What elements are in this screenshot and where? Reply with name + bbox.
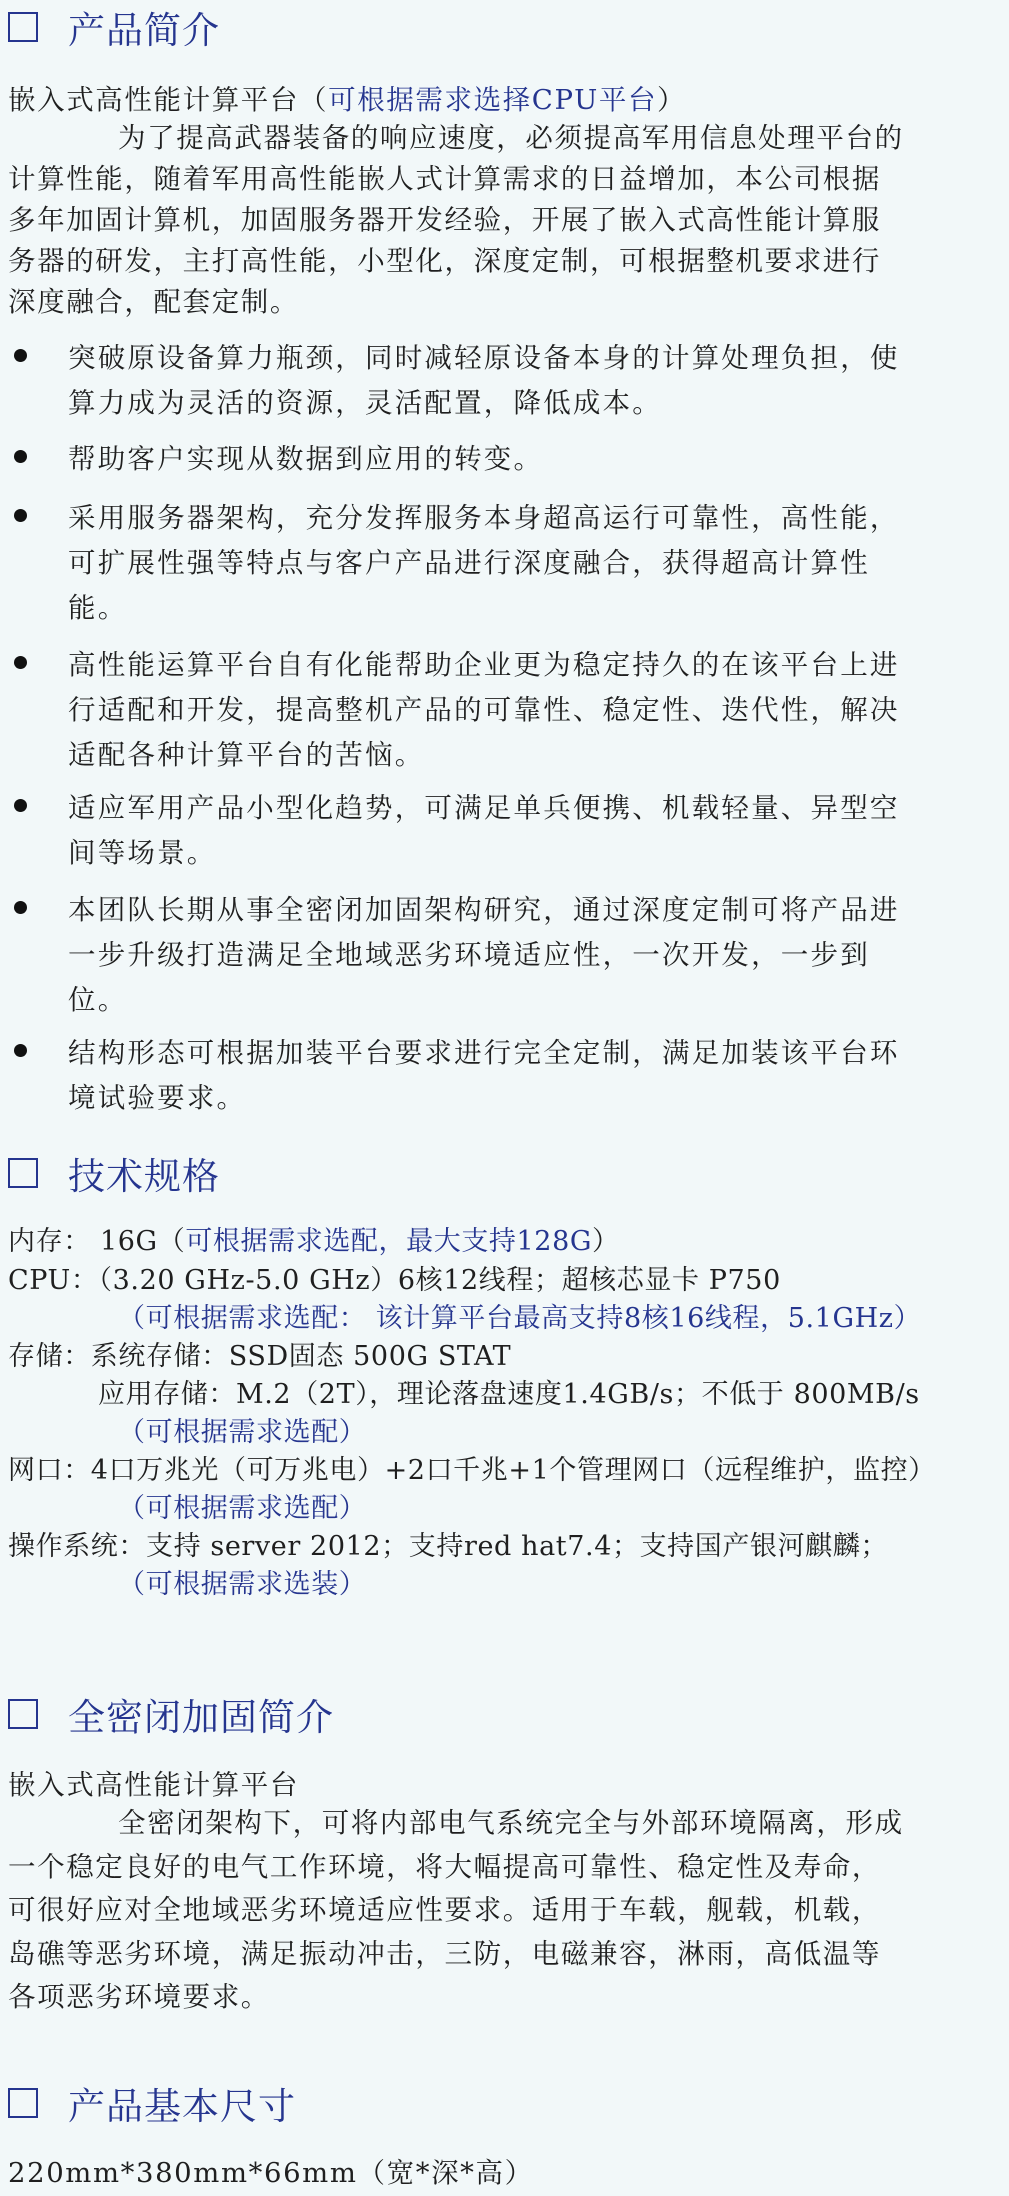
spec-storage-note: （可根据需求选配） xyxy=(118,1417,367,1448)
paragraph-line: 务器的研发，主打高性能，小型化，深度定制，可根据整机要求进行 xyxy=(8,245,881,277)
spec-close: ） xyxy=(592,1226,620,1257)
subtitle-suffix: ） xyxy=(657,84,687,116)
sealed-paragraph xyxy=(8,1802,998,2020)
spec-storage-app: 应用存储：M.2（2T），理论落盘速度1.4GB/s；不低于 800MB/s xyxy=(98,1379,920,1410)
spec-memory xyxy=(8,1223,620,1261)
bullet-icon xyxy=(14,901,27,914)
paragraph-line: 岛礁等恶劣环境，满足振动冲击，三防，电磁兼容，淋雨，高低温等 xyxy=(8,1937,881,1970)
bullet-icon xyxy=(14,656,27,669)
bullet-icon xyxy=(14,349,27,362)
paragraph-line: 一个稳定良好的电气工作环境，将大幅提高可靠性、稳定性及寿命， xyxy=(8,1850,881,1883)
paragraph-line: 多年加固计算机，加固服务器开发经验，开展了嵌入式高性能计算服 xyxy=(8,204,881,236)
bullet-text xyxy=(68,643,1003,778)
paragraph-line: 全密闭架构下，可将内部电气系统完全与外部环境隔离，形成 xyxy=(118,1807,904,1839)
section-title: 产品基本尺寸 xyxy=(68,2085,296,2128)
bullet-line: 境试验要求。 xyxy=(68,1082,247,1114)
bullet-icon xyxy=(14,450,27,463)
bullet-line: 位。 xyxy=(68,984,128,1016)
bullet-line: 本团队长期从事全密闭加固架构研究，通过深度定制可将产品进 xyxy=(68,894,900,926)
spec-note: 可根据需求选配，最大支持128G xyxy=(185,1226,593,1257)
bullet-text xyxy=(68,1031,1003,1121)
bullet-icon xyxy=(14,799,27,812)
paragraph-line: 深度融合，配套定制。 xyxy=(8,286,299,318)
spec-os: 操作系统：支持 server 2012；支持red hat7.4；支持国产银河麒麟； xyxy=(8,1531,888,1562)
section-title: 全密闭加固简介 xyxy=(68,1696,334,1739)
checkbox-square-icon xyxy=(8,1158,38,1188)
bullet-line: 采用服务器架构，充分发挥服务本身超高运行可靠性，高性能， xyxy=(68,502,900,534)
checkbox-square-icon xyxy=(8,12,38,42)
section-header-specs xyxy=(8,1148,220,1198)
bullet-text xyxy=(68,496,1003,631)
section-header-sealed xyxy=(8,1689,334,1739)
bullet-line: 帮助客户实现从数据到应用的转变。 xyxy=(68,443,544,475)
bullet-text xyxy=(68,437,1003,482)
paragraph-line: 为了提高武器装备的响应速度，必须提高军用信息处理平台的 xyxy=(118,122,904,154)
bullet-line: 行适配和开发，提高整机产品的可靠性、稳定性、迭代性，解决 xyxy=(68,694,900,726)
bullet-line: 突破原设备算力瓶颈，同时减轻原设备本身的计算处理负担，使 xyxy=(68,342,900,374)
bullet-line: 一步升级打造满足全地域恶劣环境适应性，一次开发，一步到 xyxy=(68,939,870,971)
bullet-text xyxy=(68,336,1003,426)
bullet-line: 高性能运算平台自有化能帮助企业更为稳定持久的在该平台上进 xyxy=(68,649,900,681)
bullet-line: 能。 xyxy=(68,592,128,624)
bullet-line: 算力成为灵活的资源，灵活配置，降低成本。 xyxy=(68,387,662,419)
intro-subtitle xyxy=(8,80,998,121)
size-value: 220mm*380mm*66mm（宽*深*高） xyxy=(8,2157,534,2189)
checkbox-square-icon xyxy=(8,1699,38,1729)
bullet-line: 适应军用产品小型化趋势，可满足单兵便携、机载轻量、异型空 xyxy=(68,792,900,824)
subtitle-highlight: 可根据需求选择CPU平台 xyxy=(328,84,658,116)
spec-network: 网口：4口万兆光（可万兆电）+2口千兆+1个管理网口（远程维护，监控） xyxy=(8,1455,936,1486)
spec-value: 16G（ xyxy=(90,1226,186,1257)
section-header-size xyxy=(8,2078,296,2128)
spec-os-note: （可根据需求选装） xyxy=(118,1569,367,1600)
spec-cpu: CPU：（3.20 GHz-5.0 GHz）6核12线程；超核芯显卡 P750 xyxy=(8,1265,781,1296)
spec-network-note: （可根据需求选配） xyxy=(118,1493,367,1524)
spec-storage: 存储：系统存储：SSD固态 500G STAT xyxy=(8,1341,512,1372)
bullet-line: 可扩展性强等特点与客户产品进行深度融合，获得超高计算性 xyxy=(68,547,870,579)
subtitle-text: 嵌入式高性能计算平台（ xyxy=(8,84,329,116)
bullet-line: 适配各种计算平台的苦恼。 xyxy=(68,739,425,771)
spec-label: 内存： xyxy=(8,1226,91,1257)
bullet-line: 间等场景。 xyxy=(68,837,217,869)
section-title: 产品简介 xyxy=(68,9,220,52)
bullet-icon xyxy=(14,509,27,522)
spec-cpu-note: （可根据需求选配： 该计算平台最高支持8核16线程，5.1GHz） xyxy=(118,1303,922,1334)
section-header-intro xyxy=(8,2,220,52)
sealed-subtitle: 嵌入式高性能计算平台 xyxy=(8,1769,299,1801)
bullet-text xyxy=(68,786,1003,876)
paragraph-line: 可很好应对全地域恶劣环境适应性要求。适用于车载，舰载，机载， xyxy=(8,1894,881,1926)
paragraph-line: 计算性能，随着军用高性能嵌人式计算需求的日益增加，本公司根据 xyxy=(8,163,881,195)
bullet-icon xyxy=(14,1044,27,1057)
section-title: 技术规格 xyxy=(68,1155,220,1198)
checkbox-square-icon xyxy=(8,2088,38,2118)
bullet-text xyxy=(68,888,1003,1023)
bullet-line: 结构形态可根据加装平台要求进行完全定制，满足加装该平台环 xyxy=(68,1037,900,1069)
intro-paragraph xyxy=(8,118,998,323)
paragraph-line: 各项恶劣环境要求。 xyxy=(8,1981,270,2013)
